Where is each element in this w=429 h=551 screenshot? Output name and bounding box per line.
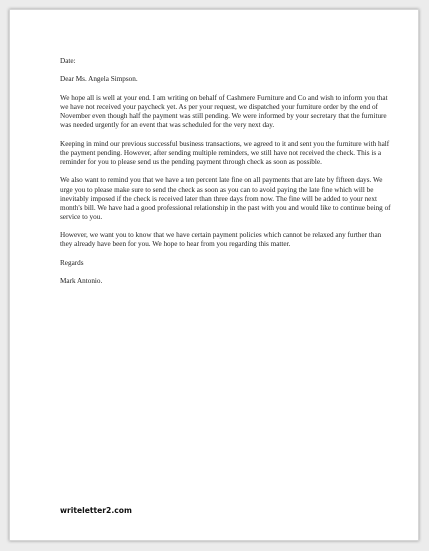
paragraph-3: We also want to remind you that we have a ten percent late fine on all payments that are late by fifteen days. We urge you to please make sure to send the check as soon as you can to avoid paying the late fine which will be inevitably imposed if the check is received later than three days from now. The fine will be added to your next month's bill. We have had a good professional relationship in the past with you and would like to continue being of service to you. bbox=[60, 176, 391, 221]
paragraph-1: We hope all is well at your end. I am writing on behalf of Cashmere Furniture and Co and wish to inform you that we have not received your paycheck yet. As per your request, we dispatched your furniture order by the end of November even though half the payment was still pending. We were informed by your secretary that the furniture was needed urgently for an event that was scheduled for the very next day. bbox=[60, 93, 388, 130]
paragraph-4: However, we want you to know that we have certain payment policies which cannot be relaxed any further than they already have been for you. We hope to hear from you regarding this matter. bbox=[60, 231, 382, 249]
site-footer: writeletter2.com bbox=[60, 506, 132, 515]
letter-page bbox=[9, 9, 419, 541]
signature: Mark Antonio. bbox=[60, 277, 103, 286]
letter-body bbox=[60, 57, 392, 296]
paragraph-2: Keeping in mind our previous successful business transactions, we agreed to it and sent you the furniture with half the payment pending. However, after sending multiple reminders, we still have not received the check. This is a reminder for you to please send us the pending payment through check as soon as possible. bbox=[60, 139, 390, 166]
salutation: Dear Ms. Angela Simpson. bbox=[60, 75, 138, 84]
closing: Regards bbox=[60, 258, 84, 267]
date-label: Date: bbox=[60, 57, 76, 65]
